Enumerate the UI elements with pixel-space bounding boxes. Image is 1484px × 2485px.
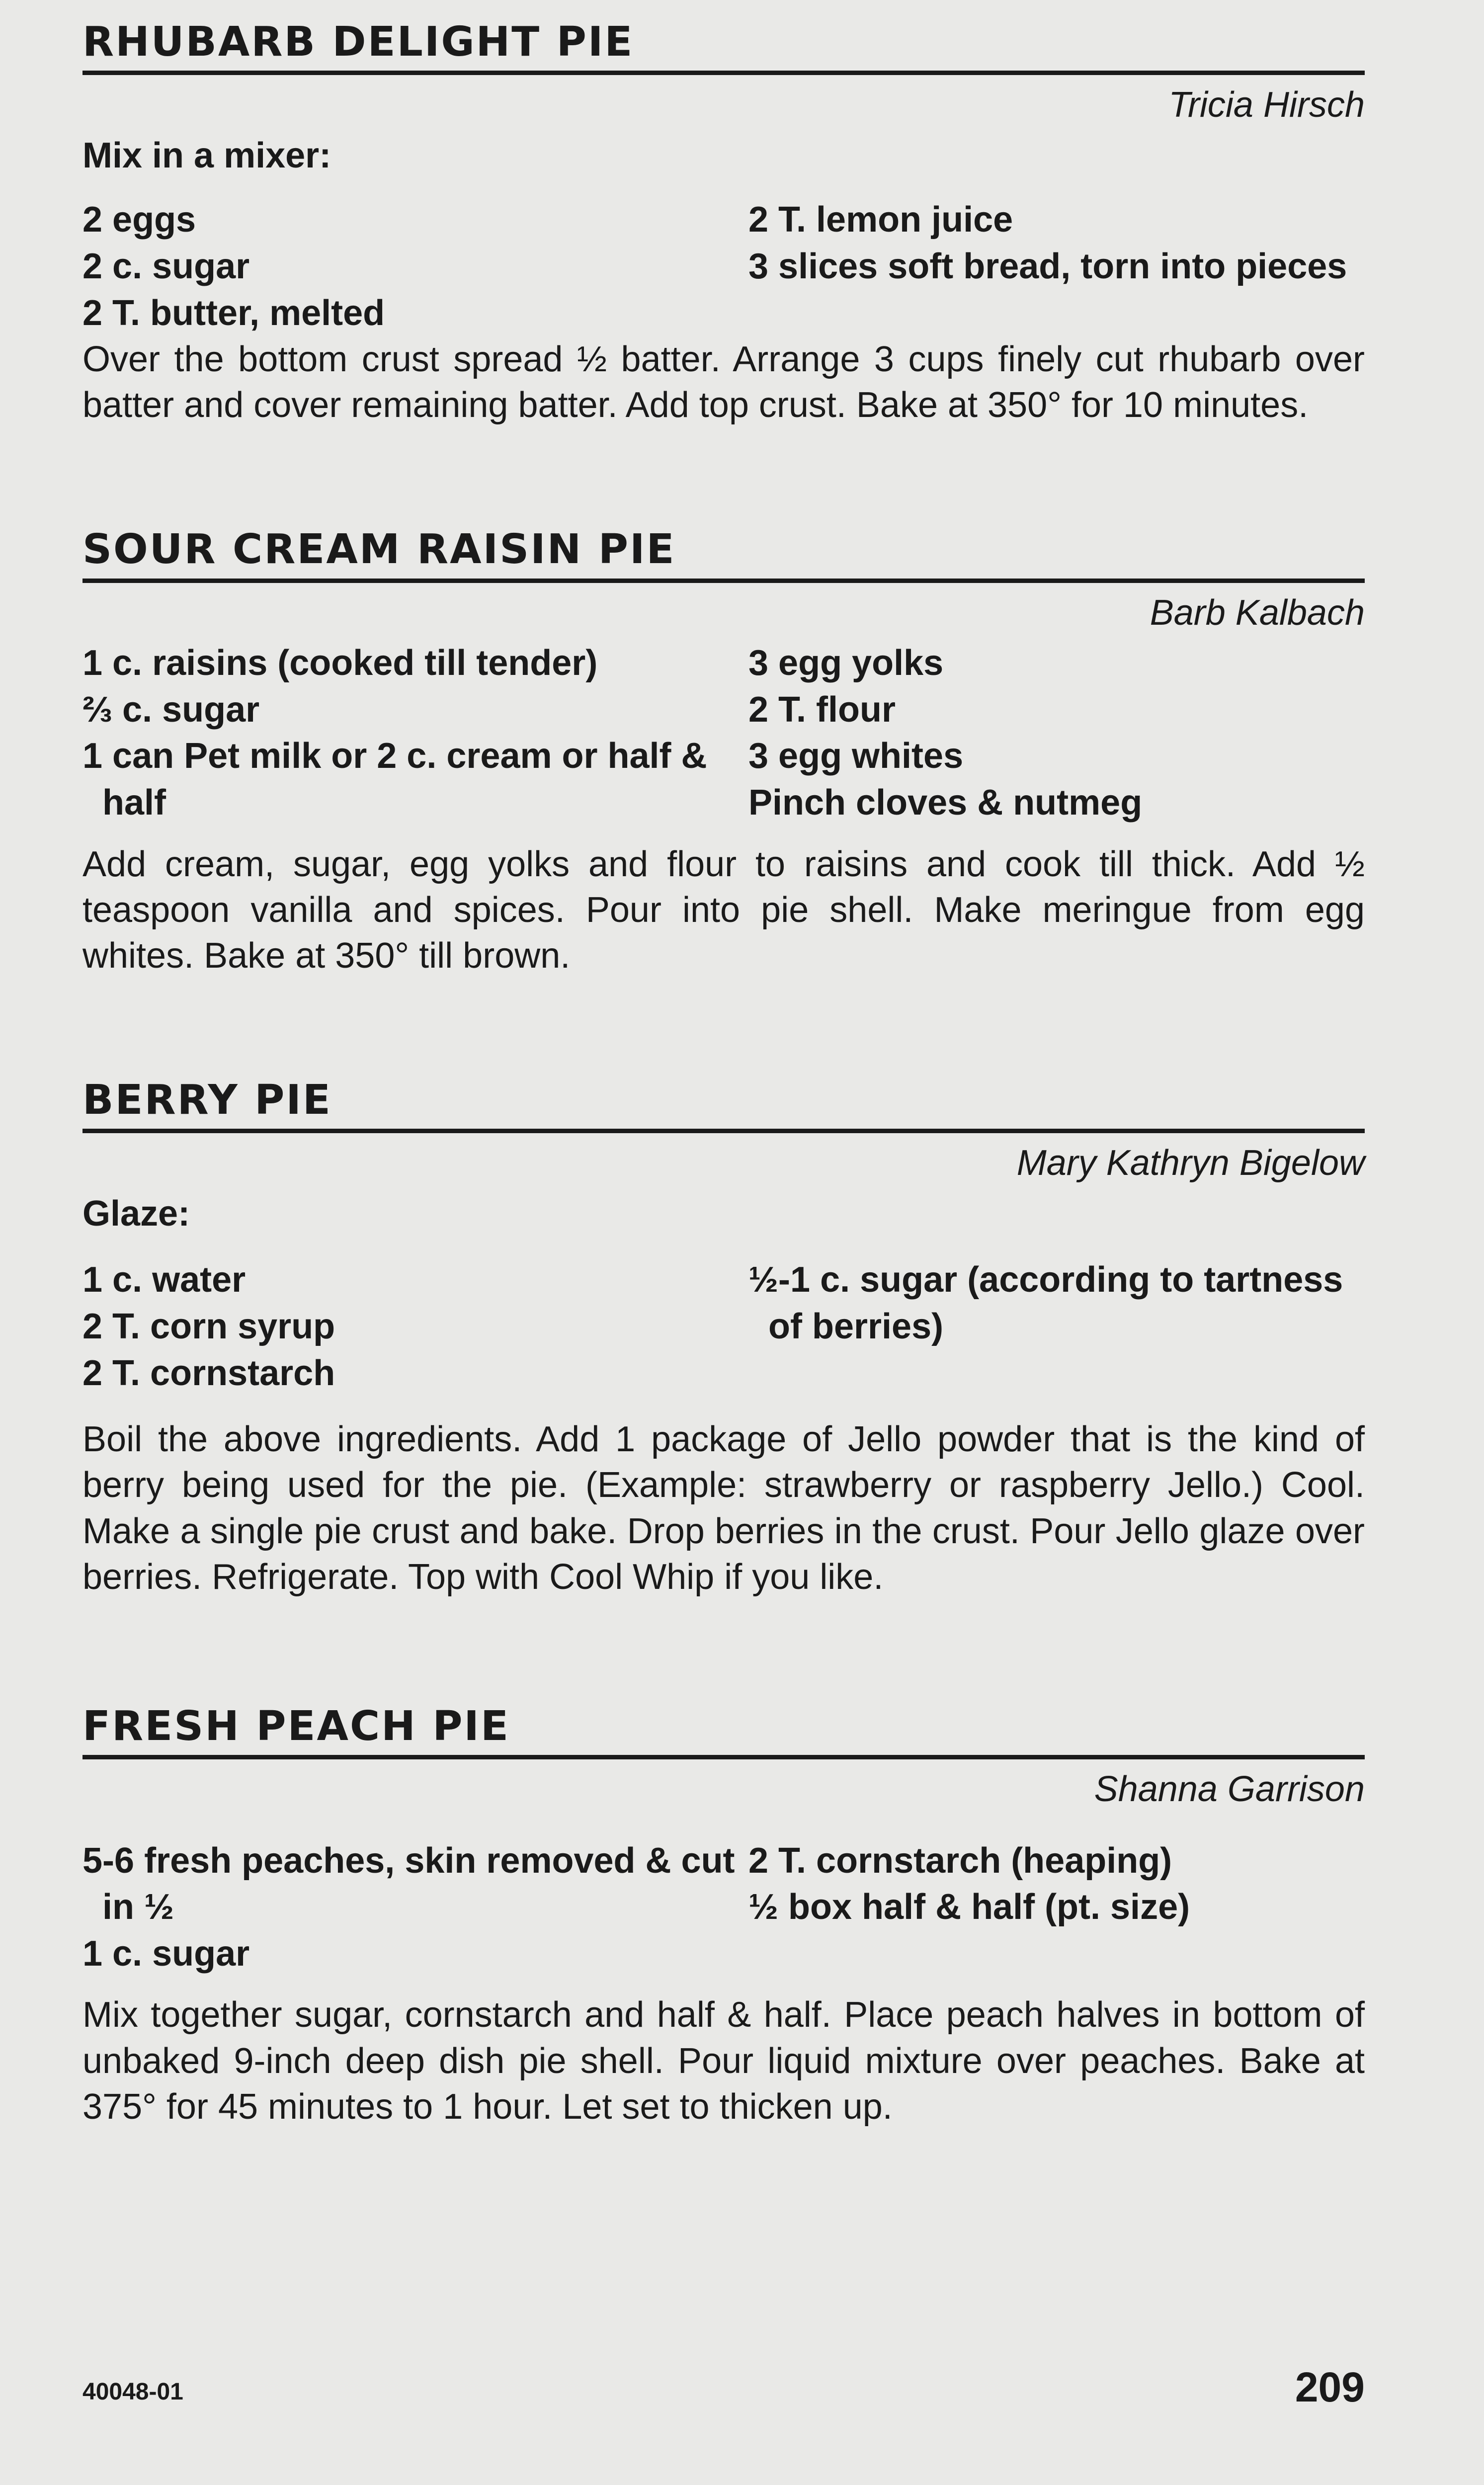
- ingredient-item: 2 c. sugar: [82, 246, 250, 286]
- ingredient-item: 3 egg whites: [748, 736, 964, 776]
- recipe-title: FRESH PEACH PIE: [82, 1704, 1365, 1759]
- ingredient-column-right: [748, 1838, 1365, 1978]
- ingredient-item: 2 T. cornstarch: [82, 1353, 335, 1393]
- ingredient-column-left: [82, 197, 748, 336]
- recipe-instructions: Mix together sugar, cornstarch and half & half. Place peach halves in bottom of unbaked 9-inch deep dish pie shell. Pour liquid mixture over peaches. Bake at 375° for 45 minutes to 1 hour. Let set to thicken up.: [82, 1995, 1365, 2127]
- ingredient-item: 2 eggs: [82, 200, 196, 240]
- catalog-number: 40048-01: [82, 2379, 183, 2405]
- recipe-author: Tricia Hirsch: [1168, 85, 1365, 125]
- recipe-instructions: Add cream, sugar, egg yolks and flour to raisins and cook till thick. Add ½ teaspoon vanilla and spices. Pour into pie shell. Make meringue from egg whites. Bake at 350° till brown.: [82, 844, 1365, 976]
- ingredient-list: [82, 197, 1365, 336]
- recipe-instructions: Boil the above ingredients. Add 1 package of Jello powder that is the kind of berry being used for the pie. (Example: strawberry or raspberry Jello.) Cool. Make a single pie crust and bake. Drop berries in the crust. Pour Jello glaze over berries. Refrigerate. Top with Cool Whip if you like.: [82, 1419, 1365, 1597]
- ingredient-column-right: [748, 197, 1365, 336]
- ingredient-item: 1 c. water: [82, 1260, 246, 1300]
- ingredient-item: 3 egg yolks: [748, 643, 944, 683]
- recipe-fresh-peach-pie: [82, 1704, 1365, 2130]
- ingredient-item: 1 c. sugar: [82, 1933, 250, 1974]
- ingredient-column-left: [82, 640, 748, 826]
- ingredient-column-right: [748, 640, 1365, 826]
- ingredient-item: 2 T. lemon juice: [748, 200, 1013, 240]
- ingredient-item: 3 slices soft bread, torn into pieces: [748, 246, 1347, 286]
- ingredient-item: 2 T. cornstarch (heaping): [748, 1840, 1172, 1881]
- recipe-page: [82, 20, 1365, 2165]
- recipe-intro: Glaze:: [82, 1193, 190, 1234]
- recipe-author: Mary Kathryn Bigelow: [1016, 1143, 1365, 1183]
- ingredient-item: 2 T. corn syrup: [82, 1307, 335, 1347]
- ingredient-list: [82, 640, 1365, 826]
- recipe-author: Shanna Garrison: [1094, 1769, 1365, 1810]
- ingredient-item: 1 can Pet milk or 2 c. cream or half & half: [82, 736, 707, 823]
- ingredient-item: 1 c. raisins (cooked till tender): [82, 643, 598, 683]
- recipe-rhubarb-delight-pie: [82, 20, 1365, 428]
- recipe-berry-pie: [82, 1078, 1365, 1600]
- ingredient-item: ⅔ c. sugar: [82, 689, 260, 730]
- ingredient-item: 2 T. flour: [748, 689, 896, 730]
- ingredient-item: ½-1 c. sugar (according to tartness of berries): [748, 1260, 1343, 1347]
- ingredient-item: Pinch cloves & nutmeg: [748, 783, 1143, 823]
- ingredient-column-left: [82, 1257, 748, 1397]
- page-number: 209: [1295, 2364, 1365, 2410]
- recipe-author: Barb Kalbach: [1150, 592, 1365, 633]
- recipe-intro: Mix in a mixer:: [82, 135, 331, 175]
- ingredient-column-left: [82, 1838, 748, 1978]
- recipe-title: SOUR CREAM RAISIN PIE: [82, 527, 1365, 582]
- ingredient-item: 2 T. butter, melted: [82, 293, 385, 333]
- recipe-title: RHUBARB DELIGHT PIE: [82, 20, 1365, 75]
- ingredient-item: ½ box half & half (pt. size): [748, 1887, 1190, 1927]
- ingredient-list: [82, 1257, 1365, 1397]
- recipe-title: BERRY PIE: [82, 1078, 1365, 1133]
- ingredient-column-right: [748, 1257, 1365, 1397]
- recipe-instructions: Over the bottom crust spread ½ batter. Arrange 3 cups finely cut rhubarb over batter and cover remaining batter. Add top crust. Bake at 350° for 10 minutes.: [82, 339, 1365, 425]
- ingredient-item: 5-6 fresh peaches, skin removed & cut in ½: [82, 1840, 735, 1927]
- recipe-sour-cream-raisin-pie: [82, 527, 1365, 979]
- ingredient-list: [82, 1838, 1365, 1978]
